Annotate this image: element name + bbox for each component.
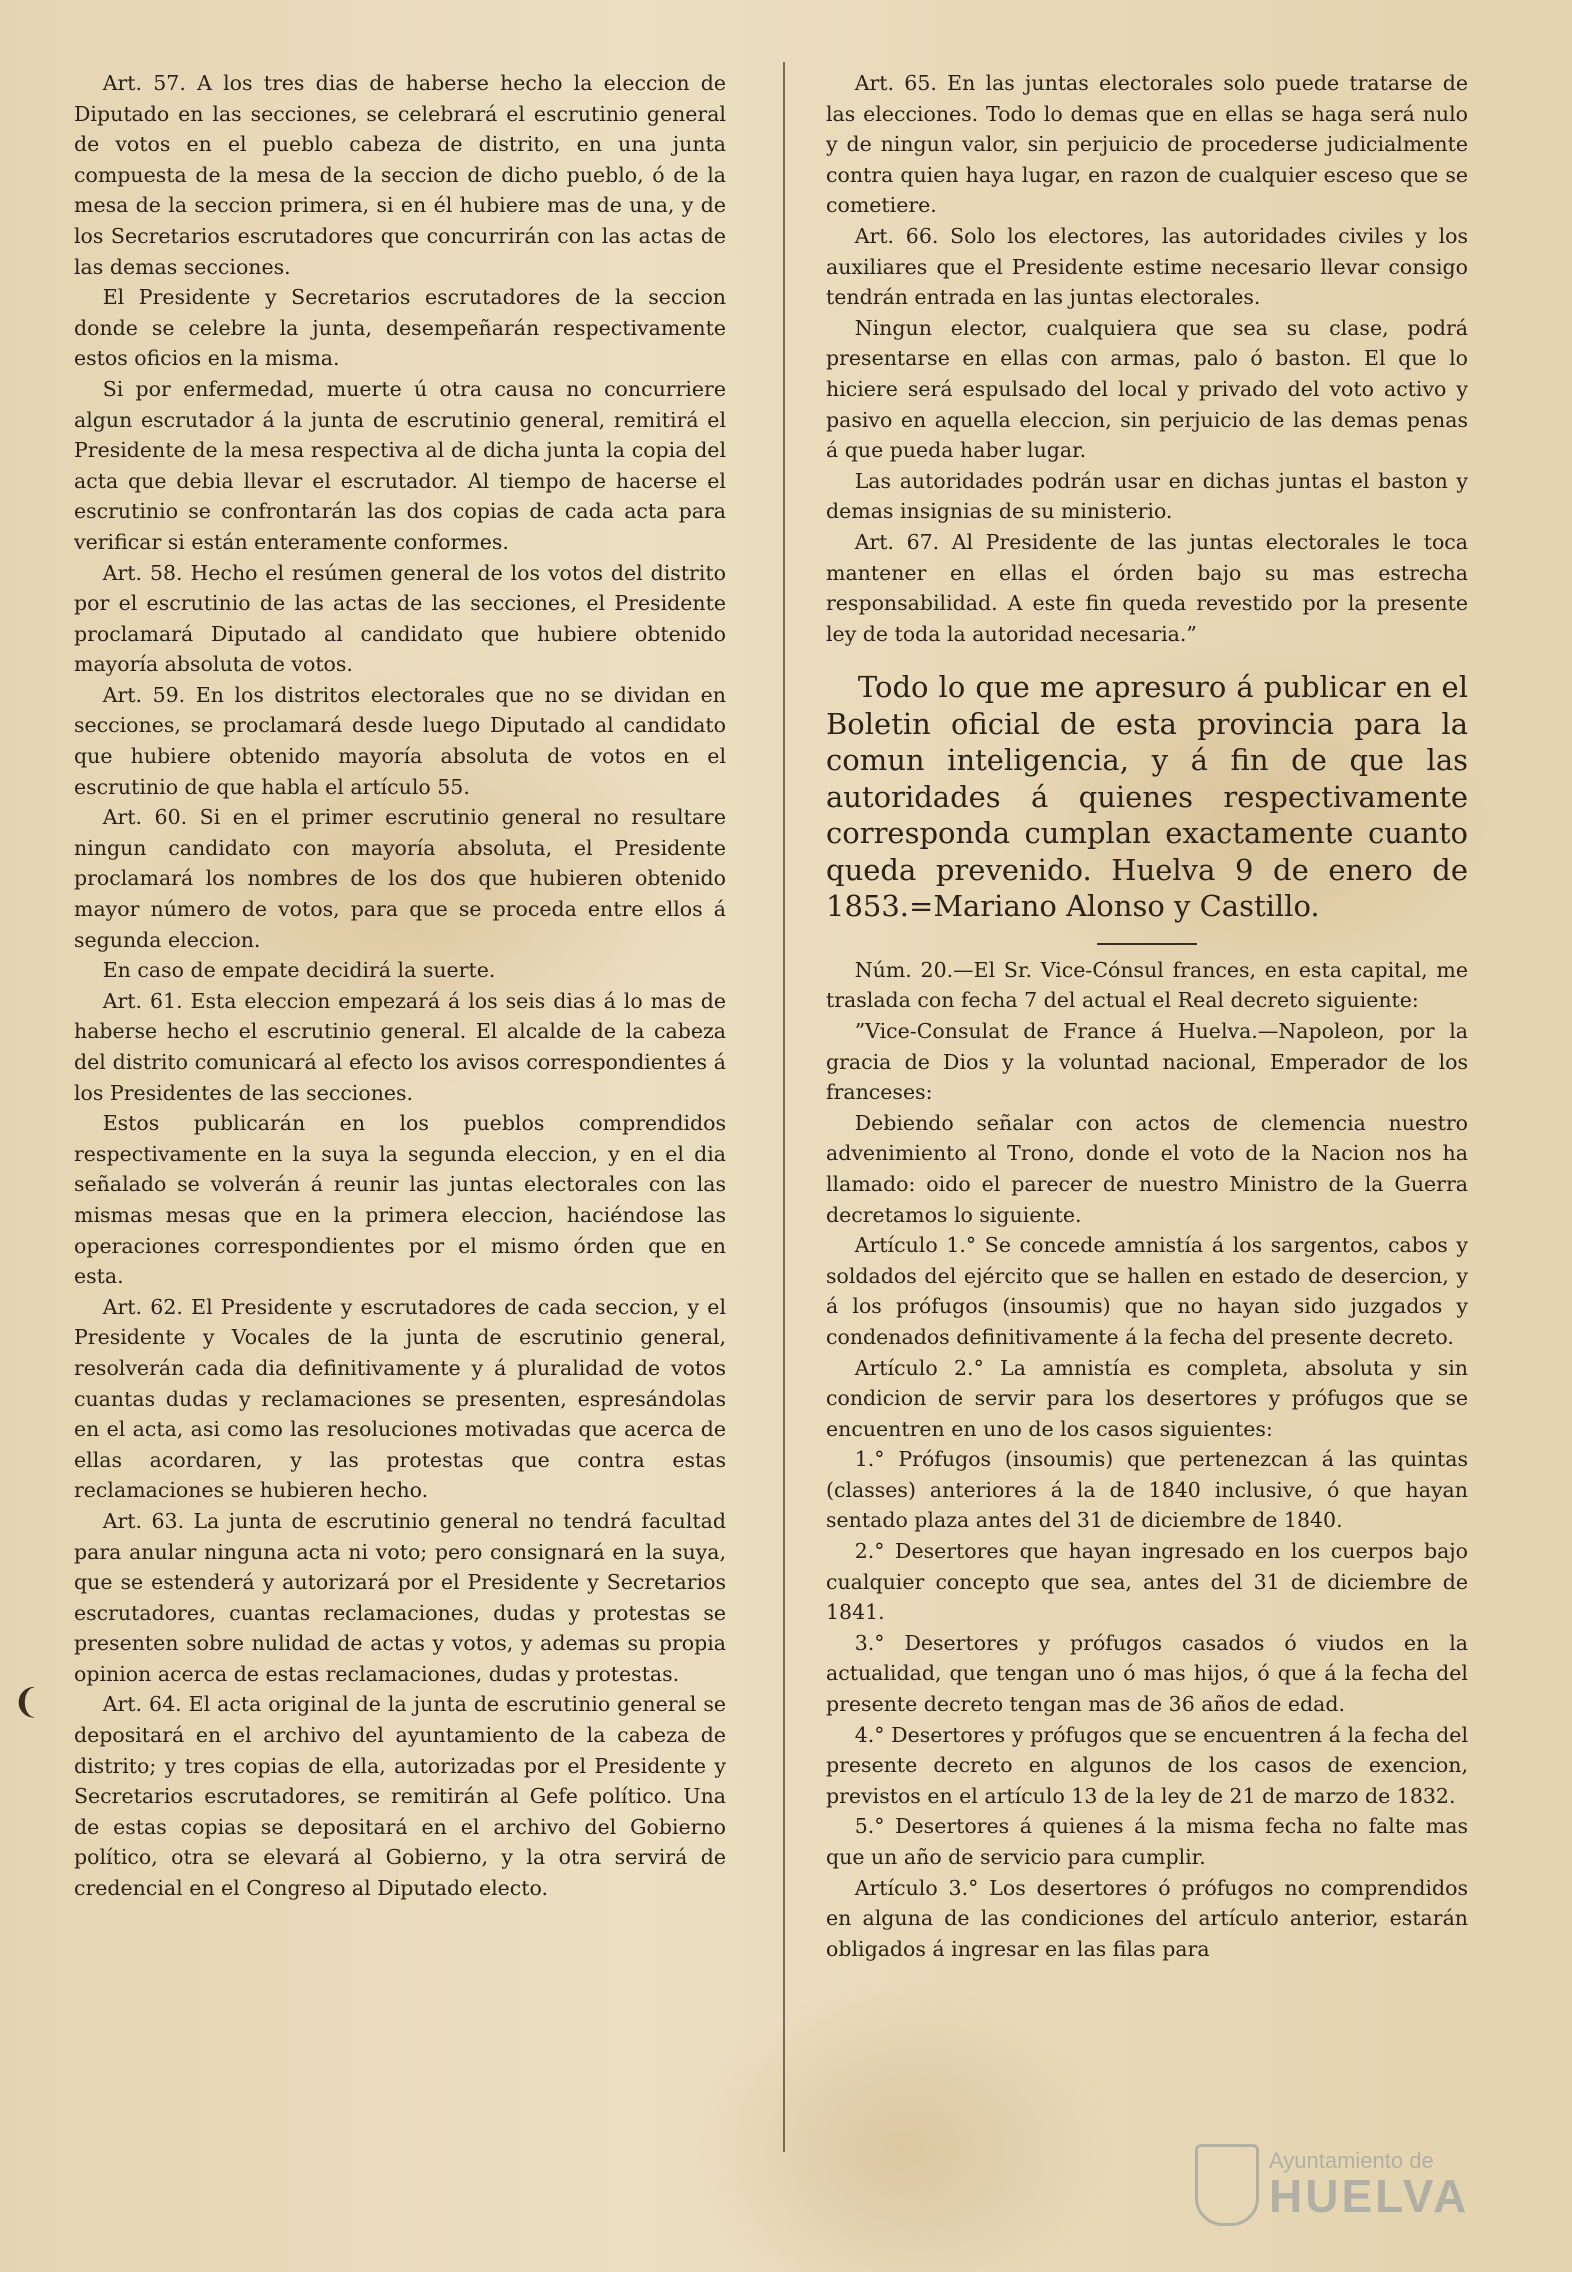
huelva-watermark — [1195, 2140, 1505, 2230]
text-paragraph: En caso de empate decidirá la suerte. — [102, 958, 496, 983]
section-separator — [1097, 943, 1197, 945]
watermark-line2: HUELVA — [1269, 2170, 1470, 2223]
article-paragraph: Art. 58. Hecho el resúmen general de los votos del distrito por el escrutinio de las actas de las secciones, el Presidente proclamará Diputado al candidato que hubiere obtenido mayoría absoluta de votos. — [74, 560, 726, 677]
text-paragraph: Las autoridades podrán usar en dichas juntas el baston y demas insignias de su ministerio. — [826, 468, 1468, 524]
text-paragraph: Núm. 20.—El Sr. Vice-Cónsul frances, en esta capital, me traslada con fecha 7 del actual el Real decreto siguiente: — [826, 957, 1468, 1013]
article-paragraph: Art. 63. La junta de escrutinio general no tendrá facultad para anular ninguna acta ni voto; pero consignará en la suya, que se estenderá y autorizará por el Presidente y Secretarios escrutadores, cuantas reclamaciones, dudas y protestas se presenten sobre nulidad de actas y votos, y ademas su propia opinion acerca de estas reclamaciones, dudas y protestas. — [74, 1508, 726, 1686]
article-paragraph: Art. 57. A los tres dias de haberse hecho la eleccion de Diputado en las secciones, se celebrará el escrutinio general de votos en el pueblo cabeza de distrito, en una junta compuesta de la mesa de la seccion de dicho pueblo, ó de la mesa de la seccion primera, si en él hubiere mas de una, y de los Secretarios escrutadores que concurrirán con las actas de las demas secciones. — [74, 71, 726, 279]
article-paragraph: Art. 67. Al Presidente de las juntas electorales le toca mantener en ellas el órden bajo su mas estrecha responsabilidad. A este fin queda revestido por la presente ley de toda la autoridad necesaria.” — [826, 529, 1468, 646]
article-paragraph: Art. 65. En las juntas electorales solo puede tratarse de las elecciones. Todo lo demas que en ellas se haga será nulo y de ningun valor, sin perjuicio de procederse judicialmente contra quien haya lugar, en razon de cualquier esceso que se cometiere. — [826, 71, 1468, 218]
article-paragraph: Art. 61. Esta eleccion empezará á los seis dias á lo mas de haberse hecho el escrutinio general. El alcalde de la cabeza del distrito comunicará al efecto los avisos correspondientes á los Presidentes de las secciones. — [74, 988, 726, 1105]
right-column — [826, 68, 1468, 2198]
text-paragraph: Si por enfermedad, muerte ú otra causa no concurriere algun escrutador á la junta de escrutinio general, remitirá el Presidente de la mesa respectiva al de dicha junta la copia del acta que debia llevar el escrutador. Al tiempo de hacerse el escrutinio se confrontarán las dos copias de cada acta para verificar si están enteramente conformes. — [74, 376, 726, 554]
article-paragraph: Artículo 3.° Los desertores ó prófugos no comprendidos en alguna de las condiciones del artículo anterior, estarán obligados á ingresar en las filas para — [826, 1875, 1468, 1961]
left-column — [74, 68, 726, 2198]
column-divider — [783, 62, 785, 2152]
text-paragraph: 4.° Desertores y prófugos que se encuentren á la fecha del presente decreto en algunos de los casos de exencion, previstos en el artículo 13 de la ley de 21 de marzo de 1832. — [826, 1722, 1468, 1808]
watermark-line1: Ayuntamiento de — [1269, 2148, 1434, 2174]
announcement-paragraph: Todo lo que me apresuro á publicar en el Boletin oficial de esta provincia para la comun inteligencia, y á fin de que las autoridades á quienes respectivamente corresponda cumplan exactamente cuanto queda prevenido. Huelva 9 de enero de 1853.=Mariano Alonso y Castillo. — [826, 670, 1468, 924]
margin-mark: ❨ — [12, 1682, 41, 1722]
text-paragraph: Estos publicarán en los pueblos comprendidos respectivamente en la suya la segunda eleccion, y en el dia señalado se volverán á reunir las juntas electorales con las mismas mesas que en la primera eleccion, haciéndose las operaciones correspondientes por el mismo órden que en esta. — [74, 1111, 726, 1289]
article-paragraph: Art. 60. Si en el primer escrutinio general no resultare ningun candidato con mayoría absoluta, el Presidente proclamará los nombres de los dos que hubieren obtenido mayor número de votos, para que se proceda entre ellos á segunda eleccion. — [74, 805, 726, 952]
article-paragraph: Art. 66. Solo los electores, las autoridades civiles y los auxiliares que el Presidente estime necesario llevar consigo tendrán entrada en las juntas electorales. — [826, 223, 1468, 310]
text-paragraph: Ningun elector, cualquiera que sea su clase, podrá presentarse en ellas con armas, palo ó baston. El que lo hiciere será espulsado del local y privado del voto activo y pasivo en aquella eleccion, sin perjuicio de las demas penas á que pueda haber lugar. — [826, 315, 1468, 463]
text-paragraph: 3.° Desertores y prófugos casados ó viudos en la actualidad, que tengan uno ó mas hijos, ó que á la fecha del presente decreto tengan mas de 36 años de edad. — [826, 1630, 1468, 1717]
text-paragraph: 2.° Desertores que hayan ingresado en los cuerpos bajo cualquier concepto que sea, antes del 31 de diciembre de 1841. — [826, 1539, 1468, 1625]
text-paragraph: El Presidente y Secretarios escrutadores de la seccion donde se celebre la junta, desempeñarán respectivamente estos oficios en la misma. — [74, 285, 726, 371]
article-paragraph: Art. 62. El Presidente y escrutadores de cada seccion, y el Presidente y Vocales de la junta de escrutinio general, resolverán cada dia definitivamente y á pluralidad de votos cuantas dudas y reclamaciones se presenten, espresándolas en el acta, asi como las resoluciones motivadas que acerca de ellas acordaren, y las protestas que contra estas reclamaciones se hubieren hecho. — [74, 1294, 726, 1503]
article-paragraph: Artículo 1.° Se concede amnistía á los sargentos, cabos y soldados del ejército que se hallen en estado de desercion, y á los prófugos (insoumis) que no hayan sido juzgados y condenados definitivamente á la fecha del presente decreto. — [826, 1233, 1468, 1349]
article-paragraph: Art. 59. En los distritos electorales que no se dividan en secciones, se proclamará desde luego Diputado al candidato que hubiere obtenido mayoría absoluta de votos en el escrutinio de que habla el artículo 55. — [74, 682, 726, 799]
text-paragraph: 1.° Prófugos (insoumis) que pertenezcan á las quintas (classes) anteriores á la de 1840 inclusive, ó que hayan sentado plaza antes del 31 de diciembre de 1840. — [826, 1447, 1468, 1533]
article-paragraph: Artículo 2.° La amnistía es completa, absoluta y sin condicion de servir para los desertores y prófugos que se encuentren en uno de los casos siguientes: — [826, 1355, 1468, 1441]
text-paragraph: ”Vice-Consulat de France á Huelva.—Napoleon, por la gracia de Dios y la voluntad nacional, Emperador de los franceses: — [826, 1018, 1468, 1105]
shield-icon — [1195, 2144, 1259, 2226]
text-paragraph: 5.° Desertores á quienes á la misma fecha no falte mas que un año de servicio para cumplir. — [826, 1814, 1468, 1869]
article-paragraph: Art. 64. El acta original de la junta de escrutinio general se depositará en el archivo del ayuntamiento de la cabeza de distrito; y tres copias de ella, autorizadas por el Presidente y Secretarios escrutadores, se remitirán al Gefe político. Una de estas copias se depositará en el archivo del Gobierno político, otra se elevará al Gobierno, y la otra servirá de credencial en el Congreso al Diputado electo. — [74, 1692, 726, 1901]
text-paragraph: Debiendo señalar con actos de clemencia nuestro advenimiento al Trono, donde el voto de la Nacion nos ha llamado: oido el parecer de nuestro Ministro de la Guerra decretamos lo siguiente. — [826, 1110, 1468, 1227]
